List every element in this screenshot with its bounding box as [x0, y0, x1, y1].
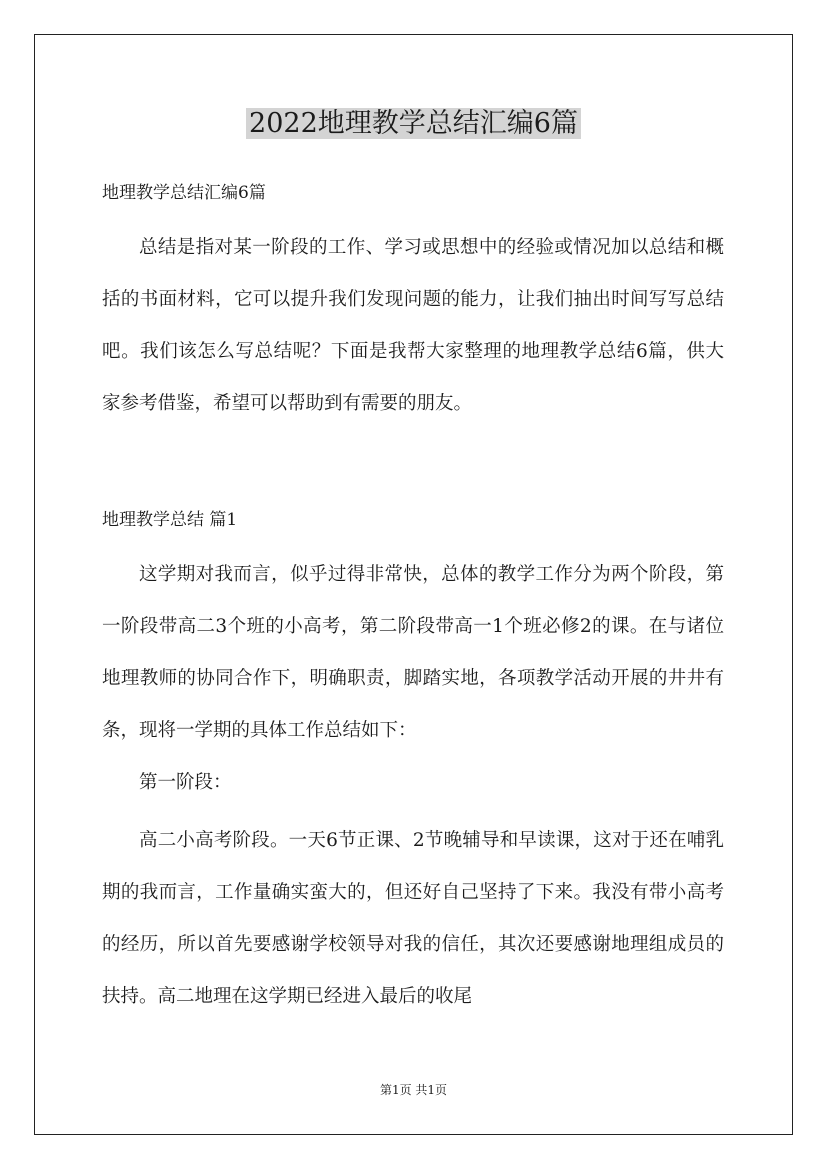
section-heading-1: 地理教学总结 篇1: [102, 510, 238, 530]
document-title-text: 2022地理教学总结汇编6篇: [246, 108, 581, 139]
intro-paragraph: 总结是指对某一阶段的工作、学习或思想中的经验或情况加以总结和概括的书面材料，它可以提升我们发现问题的能力，让我们抽出时间写写总结吧。我们该怎么写总结呢？下面是我帮大家整理的地理教学总结6篇，供大家参考借鉴，希望可以帮助到有需要的朋友。: [102, 237, 724, 414]
section1-paragraph-1: 这学期对我而言，似乎过得非常快，总体的教学工作分为两个阶段，第一阶段带高二3个班的小高考，第二阶段带高一1个班必修2的课。在与诸位地理教师的协同合作下，明确职责，脚踏实地，各项教学活动开展的井井有条，现将一学期的具体工作总结如下：: [102, 564, 724, 741]
page-footer: 第1页 共1页: [379, 1083, 448, 1097]
document-subtitle: 地理教学总结汇编6篇: [102, 183, 266, 203]
document-title: [0, 104, 827, 144]
section1-paragraph-2: 高二小高考阶段。一天6节正课、2节晚辅导和早读课，这对于还在哺乳期的我而言，工作量确实蛮大的，但还好自己坚持了下来。我没有带小高考的经历，所以首先要感谢学校领导对我的信任，其次还要感谢地理组成员的扶持。高二地理在这学期已经进入最后的收尾: [102, 830, 724, 1007]
stage-label: 第一阶段：: [139, 772, 232, 793]
